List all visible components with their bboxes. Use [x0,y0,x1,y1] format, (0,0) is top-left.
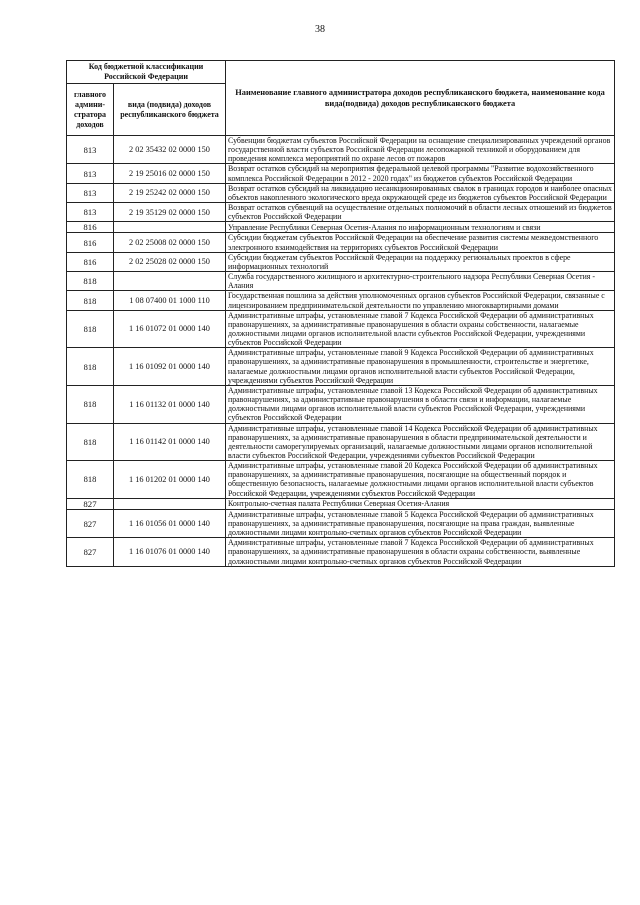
description-cell: Субвенции бюджетам субъектов Российской Федерации на оснащение специализированных учреждений органов государственной власти субъектов Российской Федерации лесопожарной техникой и оборудованием для проведения комплекса мероприятий по охране лесов от пожаров [226,136,615,164]
table-row [67,203,615,222]
table-row [67,423,615,461]
table-row [67,233,615,252]
admin-code-cell: 816 [67,252,114,271]
description-cell: Субсидии бюджетам субъектов Российской Федерации на поддержку региональных проектов в сфере информационных технологий [226,252,615,271]
revenue-code-cell: 1 16 01076 01 0000 140 [114,538,226,566]
section-row [67,222,615,233]
admin-code-cell: 816 [67,222,114,233]
revenue-code-cell: 1 16 01202 01 0000 140 [114,461,226,499]
revenue-code-cell: 1 16 01142 01 0000 140 [114,423,226,461]
table-row [67,252,615,271]
admin-code-cell: 818 [67,291,114,310]
table-row [67,164,615,183]
admin-code-cell: 818 [67,272,114,291]
table-row [67,310,615,348]
description-cell: Возврат остатков субсидий на ликвидацию несанкционированных свалок в границах городов и наиболее опасных объектов накопленного экологического вреда окружающей среде из бюджетов субъектов Российской Федерации [226,183,615,202]
description-cell: Управление Республики Северная Осетия-Алания по информационным технологиям и связи [226,222,615,233]
page-number: 38 [315,24,325,35]
revenue-code-cell [114,222,226,233]
table-row [67,291,615,310]
admin-code-cell: 818 [67,423,114,461]
table-row [67,385,615,423]
revenue-code-cell: 2 02 25008 02 0000 150 [114,233,226,252]
admin-code-cell: 813 [67,164,114,183]
header-name-column: Наименование главного администратора доходов республиканского бюджета, наименование кода вида(подвида) доходов республиканского бюджета [226,61,615,136]
admin-code-cell: 813 [67,183,114,202]
description-cell: Государственная пошлина за действия уполномоченных органов субъектов Российской Федерации, связанные с лицензированием предпринимательской деятельности по управлению многоквартирными домами [226,291,615,310]
section-row [67,498,615,509]
revenue-code-cell: 1 16 01072 01 0000 140 [114,310,226,348]
revenue-code-cell: 2 19 25016 02 0000 150 [114,164,226,183]
description-cell: Служба государственного жилищного и архитектурно-строительного надзора Республики Северная Осетия - Алания [226,272,615,291]
description-cell: Административные штрафы, установленные главой 9 Кодекса Российской Федерации об административных правонарушениях, за административные правонарушения в промышленности, строительстве и энергетике, налагаемые должностными лицами органов исполнительной власти субъектов Российской Федерации, учреждениями субъектов Российской Федерации [226,348,615,386]
revenue-code-cell [114,272,226,291]
table-row [67,538,615,566]
description-cell: Возврат остатков субсидий на мероприятия федеральной целевой программы "Развитие водохозяйственного комплекса Российской Федерации в 2012 - 2020 годах" из бюджетов субъектов Российской Федерации [226,164,615,183]
admin-code-cell: 818 [67,348,114,386]
admin-code-cell: 818 [67,385,114,423]
description-cell: Административные штрафы, установленные главой 7 Кодекса Российской Федерации об административных правонарушениях, за административные правонарушения в области охраны собственности, выявленные должностными лицами контрольно-счетных органов субъектов Российской Федерации [226,538,615,566]
admin-code-cell: 816 [67,233,114,252]
admin-code-cell: 827 [67,538,114,566]
table-row [67,183,615,202]
table-row [67,461,615,499]
admin-code-cell: 827 [67,509,114,537]
revenue-code-cell: 2 19 35129 02 0000 150 [114,203,226,222]
revenue-code-cell: 1 08 07400 01 1000 110 [114,291,226,310]
description-cell: Административные штрафы, установленные главой 14 Кодекса Российской Федерации об административных правонарушениях, за административные правонарушения в области предпринимательской деятельности и деятельности саморегулируемых организаций, налагаемые должностными лицами органов исполнительной власти субъектов Российской Федерации, учреждениями субъектов Российской Федерации [226,423,615,461]
budget-classification-table [66,60,615,567]
admin-code-cell: 813 [67,203,114,222]
description-cell: Административные штрафы, установленные главой 7 Кодекса Российской Федерации об административных правонарушениях, за административные правонарушения в области охраны собственности, налагаемые должностными лицами органов исполнительной власти субъектов Российской Федерации, учреждениями субъектов Российской Федерации [226,310,615,348]
revenue-code-cell: 1 16 01092 01 0000 140 [114,348,226,386]
table-row [67,509,615,537]
description-cell: Возврат остатков субвенций на осуществление отдельных полномочий в области лесных отношений из бюджетов субъектов Российской Федерации [226,203,615,222]
admin-code-cell: 818 [67,310,114,348]
description-cell: Административные штрафы, установленные главой 5 Кодекса Российской Федерации об административных правонарушениях, за административные правонарушения, посягающие на права граждан, выявленные должностными лицами контрольно-счетных органов субъектов Российской Федерации [226,509,615,537]
admin-code-cell: 813 [67,136,114,164]
description-cell: Субсидии бюджетам субъектов Российской Федерации на обеспечение развития системы межведомственного электронного взаимодействия на территориях субъектов Российской Федерации [226,233,615,252]
revenue-code-cell: 2 19 25242 02 0000 150 [114,183,226,202]
description-cell: Административные штрафы, установленные главой 13 Кодекса Российской Федерации об административных правонарушениях, за административные правонарушения в области связи и информации, налагаемые должностными лицами органов исполнительной власти субъектов Российской Федерации, учреждениями субъектов Российской Федерации [226,385,615,423]
table-row [67,136,615,164]
admin-code-cell: 827 [67,498,114,509]
admin-code-cell: 818 [67,461,114,499]
description-cell: Контрольно-счетная палата Республики Северная Осетия-Алания [226,498,615,509]
section-row [67,272,615,291]
description-cell: Административные штрафы, установленные главой 20 Кодекса Российской Федерации об административных правонарушениях, за административные правонарушения, посягающие на общественный порядок и общественную безопасность, налагаемые должностными лицами органов исполнительной власти субъектов Российской Федерации, учреждениями субъектов Российской Федерации [226,461,615,499]
header-type-column: вида (подвида) доходов республиканского бюджета [114,84,226,136]
revenue-code-cell [114,498,226,509]
revenue-code-cell: 1 16 01056 01 0000 140 [114,509,226,537]
header-admin-column: главного админи-стратора доходов [67,84,114,136]
revenue-code-cell: 2 02 35432 02 0000 150 [114,136,226,164]
revenue-code-cell: 2 02 25028 02 0000 150 [114,252,226,271]
revenue-code-cell: 1 16 01132 01 0000 140 [114,385,226,423]
table-row [67,348,615,386]
header-budget-code-group: Код бюджетной классификации Российской Федерации [67,61,226,84]
